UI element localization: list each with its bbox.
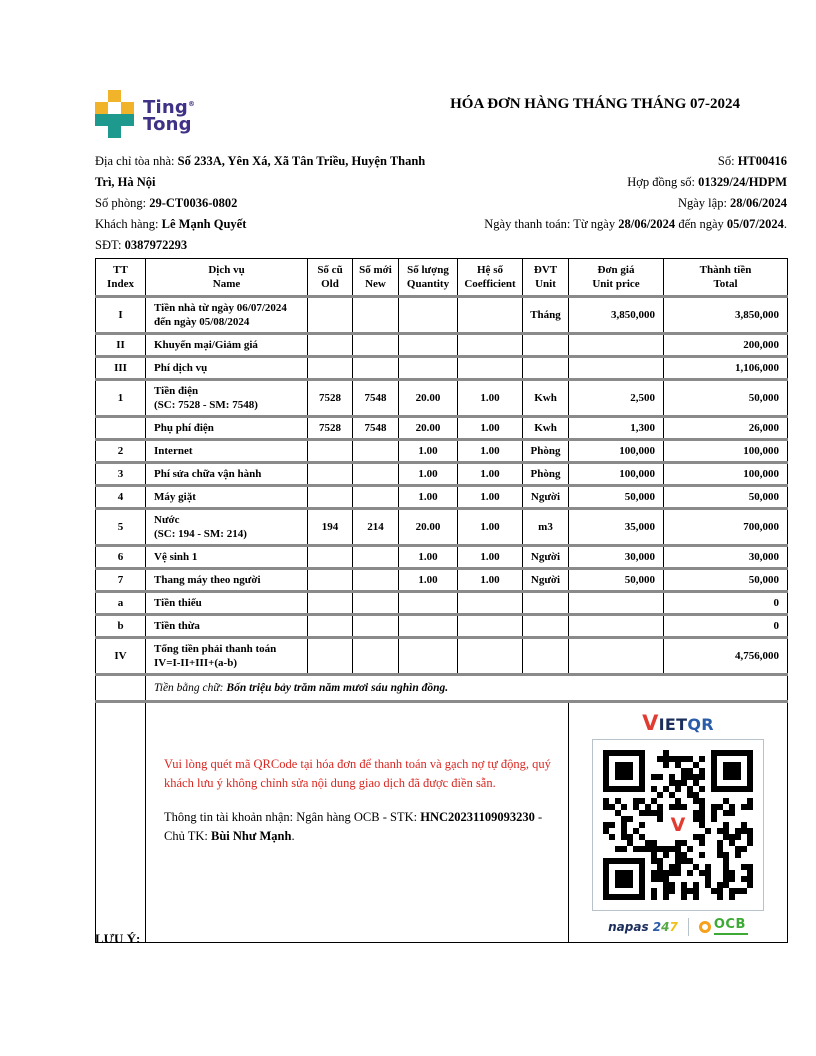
table-header-cell: Đơn giá Unit price (569, 259, 664, 297)
table-cell-name: Khuyến mại/Giảm giá (146, 334, 308, 357)
table-cell-tt (96, 417, 146, 440)
table-cell-new: 7548 (353, 417, 399, 440)
ocb-name: OCB (713, 917, 746, 932)
address-value: Số 233A, Yên Xá, Xã Tân Triều, Huyện Thanh Trì, Hà Nội (95, 154, 426, 189)
table-cell-qty: 1.00 (399, 486, 458, 509)
tingtong-logo (95, 90, 195, 138)
table-cell-new (353, 463, 399, 486)
qr-panel (569, 702, 788, 943)
logo-pixel-teal (95, 114, 108, 126)
table-cell-unit: Người (523, 486, 569, 509)
table-cell-qty (399, 297, 458, 334)
table-cell-qty: 1.00 (399, 463, 458, 486)
table-cell-coef (458, 357, 523, 380)
phone-line: SĐT: 0387972293 (95, 238, 188, 252)
amount-in-words-label: Tiền bằng chữ: (154, 682, 227, 694)
logo-pixel-empty (121, 126, 134, 138)
invoice-title: HÓA ĐƠN HÀNG THÁNG THÁNG 07-2024 (450, 96, 740, 112)
table-cell-qty: 20.00 (399, 509, 458, 546)
table-cell-coef (458, 297, 523, 334)
issue-date-line: Ngày lập: 28/06/2024 (677, 196, 787, 210)
table-cell-total: 1,106,000 (664, 357, 788, 380)
table-cell-old (308, 440, 353, 463)
invoice-number-line: Số: HT00416 (717, 154, 787, 168)
payment-instructions-cell (146, 702, 569, 943)
table-cell-name: Tiền điện (SC: 7528 - SM: 7548) (146, 380, 308, 417)
table-cell-unit (523, 357, 569, 380)
table-cell-price (569, 615, 664, 638)
table-cell-name: Nước (SC: 194 - SM: 214) (146, 509, 308, 546)
logo-pixel-yellow (95, 102, 108, 114)
amount-in-words-cell (146, 675, 788, 702)
table-cell-qty (399, 334, 458, 357)
table-cell-old (308, 615, 353, 638)
qr-instruction-text: Vui lòng quét mã QRCode tại hóa đơn để thanh toán và gạch nợ tự động, quý khách lưu ý không chỉnh sửa nội dung giao dịch đã được điền sẵn. (164, 757, 551, 790)
table-cell-unit: Phòng (523, 440, 569, 463)
table-cell-price: 100,000 (569, 463, 664, 486)
table-cell-qty: 1.00 (399, 546, 458, 569)
info-right-column (435, 151, 787, 235)
table-header-cell: Số lượng Quantity (399, 259, 458, 297)
table-cell-tt: 5 (96, 509, 146, 546)
table-cell-coef (458, 615, 523, 638)
table-cell-total: 30,000 (664, 546, 788, 569)
table-cell-old (308, 463, 353, 486)
table-cell-price (569, 334, 664, 357)
table-row (96, 334, 788, 357)
table-cell-total: 3,850,000 (664, 297, 788, 334)
table-cell-old (308, 334, 353, 357)
table-cell-coef: 1.00 (458, 417, 523, 440)
customer-value: Lê Mạnh Quyết (161, 217, 247, 231)
table-cell-tt: III (96, 357, 146, 380)
table-cell-name: Tiền thiếu (146, 592, 308, 615)
table-row (96, 546, 788, 569)
table-row (96, 509, 788, 546)
ocb-subtitle-bar (714, 933, 748, 935)
logo-pixel-empty (108, 102, 121, 114)
table-cell-name: Phí dịch vụ (146, 357, 308, 380)
table-cell-name: Phụ phí điện (146, 417, 308, 440)
qr-code (592, 739, 764, 911)
table-cell-new (353, 357, 399, 380)
table-cell-unit (523, 615, 569, 638)
info-left-column (95, 151, 433, 256)
table-cell-unit: Người (523, 546, 569, 569)
table-cell-tt: b (96, 615, 146, 638)
table-cell-old: 194 (308, 509, 353, 546)
table-cell-name: Tổng tiền phải thanh toán IV=I-II+III+(a-b) (146, 638, 308, 675)
table-cell-new (353, 334, 399, 357)
table-cell-total: 50,000 (664, 486, 788, 509)
table-cell-name: Thang máy theo người (146, 569, 308, 592)
table-header-cell: Hệ số Coefficient (458, 259, 523, 297)
table-row (96, 592, 788, 615)
table-header-cell: Dịch vụ Name (146, 259, 308, 297)
table-cell-tt: 3 (96, 463, 146, 486)
table-cell-coef: 1.00 (458, 486, 523, 509)
logo-pixel-empty (95, 126, 108, 138)
contract-value: 01329/24/HDPM (698, 175, 787, 189)
room-line: Số phòng: 29-CT0036-0802 (95, 196, 238, 210)
table-cell-new (353, 440, 399, 463)
table-cell-qty (399, 357, 458, 380)
contract-line: Hợp đồng số: 01329/24/HDPM (627, 175, 787, 189)
table-cell-old (308, 486, 353, 509)
table-cell-old: 7528 (308, 417, 353, 440)
amount-in-words-value: Bốn triệu bảy trăm năm mươi sáu nghìn đồng. (226, 682, 449, 694)
table-cell-old (308, 357, 353, 380)
table-cell-qty: 1.00 (399, 440, 458, 463)
table-cell-old (308, 592, 353, 615)
table-header-cell: Số cũ Old (308, 259, 353, 297)
table-foot (96, 675, 788, 943)
table-cell-price (569, 357, 664, 380)
logo-pixel-yellow (108, 90, 121, 102)
table-cell-coef: 1.00 (458, 380, 523, 417)
table-cell-name: Tiền thừa (146, 615, 308, 638)
table-cell-qty (399, 592, 458, 615)
table-cell-unit (523, 638, 569, 675)
table-cell-coef: 1.00 (458, 440, 523, 463)
table-cell-total: 100,000 (664, 440, 788, 463)
table-cell-tt: II (96, 334, 146, 357)
invoice-number-value: HT00416 (737, 154, 787, 168)
table-row (96, 638, 788, 675)
table-cell-tt: 7 (96, 569, 146, 592)
registered-mark: ® (187, 99, 196, 108)
table-cell-unit: Người (523, 569, 569, 592)
table-cell-price: 35,000 (569, 509, 664, 546)
table-cell-new (353, 638, 399, 675)
room-value: 29-CT0036-0802 (149, 196, 238, 210)
table-header-cell: Số mới New (353, 259, 399, 297)
table-cell-name: Internet (146, 440, 308, 463)
account-number: HNC20231109093230 (420, 810, 535, 824)
table-cell-unit: Kwh (523, 380, 569, 417)
table-cell-new (353, 615, 399, 638)
table-cell-total: 700,000 (664, 509, 788, 546)
amount-in-words-row (96, 675, 788, 702)
table-cell-total: 200,000 (664, 334, 788, 357)
table-cell-tt: IV (96, 638, 146, 675)
address-line: Địa chỉ tòa nhà: Số 233A, Yên Xá, Xã Tân Triều, Huyện Thanh Trì, Hà Nội (95, 154, 426, 189)
logo-pixel-teal (121, 114, 134, 126)
account-holder: Bùi Như Mạnh (211, 829, 292, 843)
table-cell-qty: 1.00 (399, 569, 458, 592)
logo-line2: Tong (143, 113, 192, 135)
table-cell-new (353, 297, 399, 334)
table-row (96, 380, 788, 417)
table-body (96, 297, 788, 675)
empty-cell (96, 675, 146, 702)
logo-pixel-empty (95, 90, 108, 102)
table-cell-total: 4,756,000 (664, 638, 788, 675)
table-cell-price: 30,000 (569, 546, 664, 569)
customer-line: Khách hàng: Lê Mạnh Quyết (95, 217, 247, 231)
table-cell-price: 100,000 (569, 440, 664, 463)
qr-center-logo: V (665, 812, 691, 838)
table-cell-tt: a (96, 592, 146, 615)
table-cell-total: 100,000 (664, 463, 788, 486)
table-cell-unit (523, 334, 569, 357)
table-cell-coef (458, 638, 523, 675)
tingtong-logo-text (143, 96, 195, 133)
tingtong-logo-icon (95, 90, 134, 138)
napas-247-logo: napas 247 (608, 920, 678, 934)
table-row (96, 463, 788, 486)
table-cell-old (308, 638, 353, 675)
table-cell-total: 50,000 (664, 569, 788, 592)
table-cell-total: 0 (664, 592, 788, 615)
table-cell-coef: 1.00 (458, 546, 523, 569)
logo-pixel-yellow (121, 102, 134, 114)
table-cell-coef: 1.00 (458, 509, 523, 546)
table-row (96, 357, 788, 380)
table-cell-name: Máy giặt (146, 486, 308, 509)
table-cell-unit: Kwh (523, 417, 569, 440)
logo-line1: Ting (143, 96, 188, 118)
table-header-cell: Thành tiền Total (664, 259, 788, 297)
table-cell-new: 7548 (353, 380, 399, 417)
table-cell-price: 1,300 (569, 417, 664, 440)
qr-row (96, 702, 788, 943)
table-head (96, 259, 788, 297)
table-cell-tt: 4 (96, 486, 146, 509)
logo-pixel-empty (121, 90, 134, 102)
table-cell-new (353, 569, 399, 592)
table-cell-price (569, 638, 664, 675)
table-row (96, 615, 788, 638)
issue-date-value: 28/06/2024 (730, 196, 787, 210)
table-cell-unit: Phòng (523, 463, 569, 486)
empty-cell (96, 702, 146, 943)
table-cell-name: Phí sửa chữa vận hành (146, 463, 308, 486)
table-cell-price: 2,500 (569, 380, 664, 417)
table-cell-old (308, 546, 353, 569)
vietqr-v: V (642, 711, 659, 735)
table-cell-total: 50,000 (664, 380, 788, 417)
table-cell-unit (523, 592, 569, 615)
table-row (96, 486, 788, 509)
table-cell-name: Tiền nhà từ ngày 06/07/2024 đến ngày 05/08/2024 (146, 297, 308, 334)
table-cell-coef: 1.00 (458, 569, 523, 592)
ocb-ring-icon (699, 921, 711, 933)
account-info-text: Thông tin tài khoản nhận: Ngân hàng OCB - STK: HNC20231109093230 - Chủ TK: Bùi Như Mạnh. (164, 810, 543, 843)
table-cell-total: 0 (664, 615, 788, 638)
footer-note: LƯU Ý: (95, 931, 141, 946)
table-cell-coef (458, 334, 523, 357)
table-row (96, 417, 788, 440)
table-cell-tt: 2 (96, 440, 146, 463)
table-cell-price: 3,850,000 (569, 297, 664, 334)
table-cell-coef: 1.00 (458, 463, 523, 486)
qr-footer-logos (571, 918, 785, 936)
table-cell-qty (399, 638, 458, 675)
table-cell-unit: m3 (523, 509, 569, 546)
table-cell-price (569, 592, 664, 615)
table-cell-new (353, 486, 399, 509)
table-row (96, 569, 788, 592)
table-cell-total: 26,000 (664, 417, 788, 440)
table-cell-qty: 20.00 (399, 417, 458, 440)
table-cell-qty (399, 615, 458, 638)
table-cell-coef (458, 592, 523, 615)
table-cell-new (353, 592, 399, 615)
table-cell-unit: Tháng (523, 297, 569, 334)
table-header-row (96, 259, 788, 297)
phone-value: 0387972293 (124, 238, 188, 252)
vietqr-logo: VIETQR (642, 711, 714, 735)
table-header-cell: TT Index (96, 259, 146, 297)
ocb-logo (699, 919, 748, 935)
table-row (96, 440, 788, 463)
table-cell-new: 214 (353, 509, 399, 546)
table-cell-tt: 6 (96, 546, 146, 569)
logo-pixel-teal (108, 114, 121, 126)
services-table (95, 258, 788, 943)
table-cell-new (353, 546, 399, 569)
table-header-cell: ĐVT Unit (523, 259, 569, 297)
table-cell-price: 50,000 (569, 569, 664, 592)
table-cell-name: Vệ sinh 1 (146, 546, 308, 569)
table-cell-tt: 1 (96, 380, 146, 417)
table-cell-price: 50,000 (569, 486, 664, 509)
table-cell-old (308, 569, 353, 592)
table-cell-qty: 20.00 (399, 380, 458, 417)
table-cell-tt: I (96, 297, 146, 334)
payment-period-line: Ngày thanh toán: Từ ngày 28/06/2024 đến ngày 05/07/2024. (484, 217, 787, 231)
table-cell-old (308, 297, 353, 334)
table-cell-old: 7528 (308, 380, 353, 417)
table-row (96, 297, 788, 334)
logo-pixel-teal (108, 126, 121, 138)
logo-divider (688, 918, 689, 936)
